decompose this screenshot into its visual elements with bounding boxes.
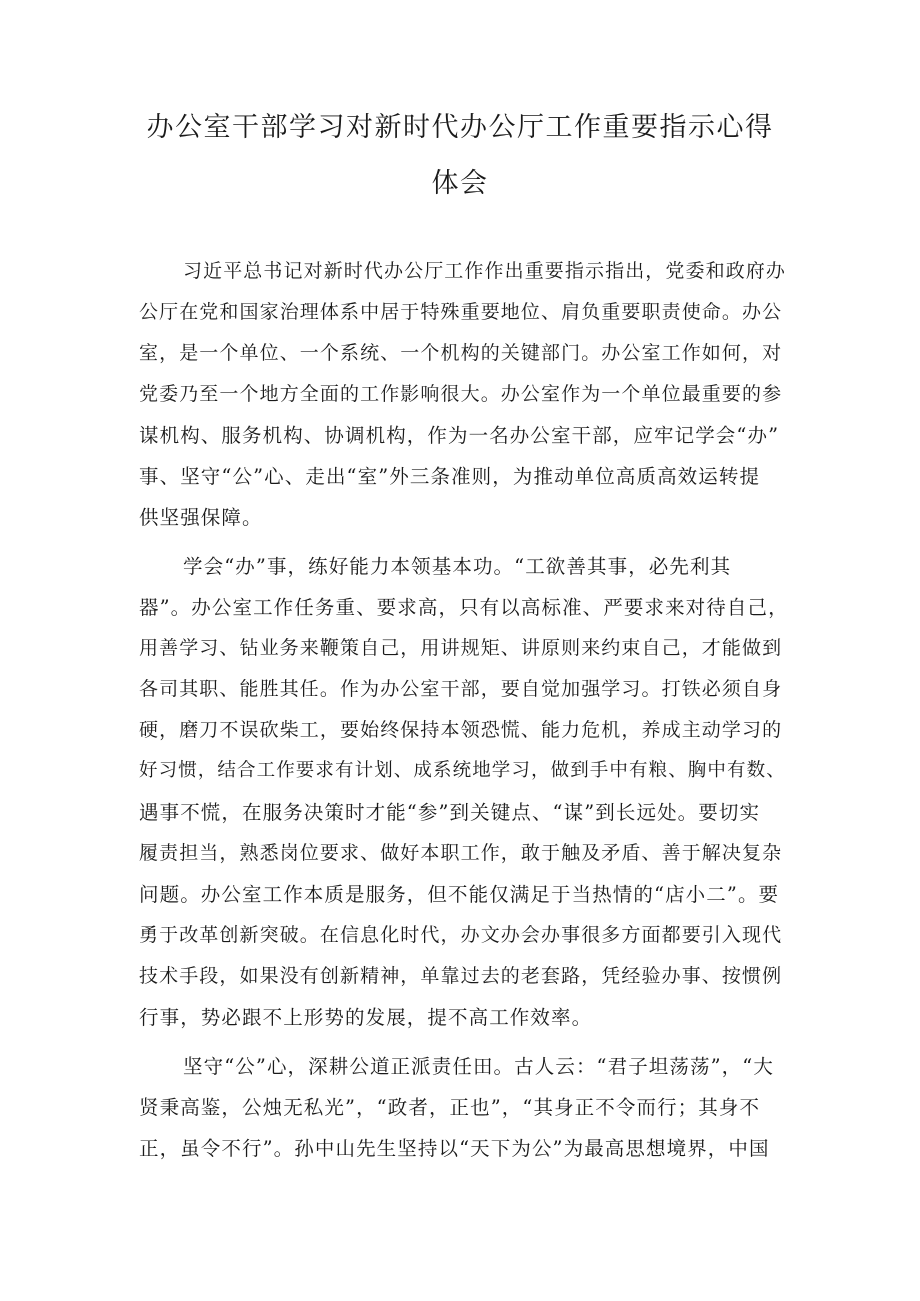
paragraph-1-line-5: 谋机构、服务机构、协调机构，作为一名办公室干部，应牢记学会“办” [139, 424, 780, 447]
paragraph-1-line-4: 党委乃至一个地方全面的工作影响很大。办公室作为一个单位最重要的参 [139, 383, 783, 405]
paragraph-2-line-1: 学会“办”事，练好能力本领基本功。“工欲善其事，必先利其 [183, 555, 732, 578]
paragraph-2-line-10: 勇于改革创新突破。在信息化时代，办文办会办事很多方面都要引入现代 [139, 924, 783, 946]
paragraph-2-line-11: 技术手段，如果没有创新精神，单靠过去的老套路，凭经验办事、按惯例 [139, 965, 783, 987]
paragraph-2-line-9: 问题。办公室工作本质是服务，但不能仅满足于当热情的“店小二”。要 [139, 883, 780, 906]
paragraph-3-line-1: 坚守“公”心，深耕公道正派责任田。古人云：“君子坦荡荡”，“大 [183, 1055, 774, 1078]
paragraph-2-line-3: 用善学习、钻业务来鞭策自己，用讲规矩、讲原则来约束自己，才能做到 [139, 637, 783, 659]
paragraph-1-line-3: 室，是一个单位、一个系统、一个机构的关键部门。办公室工作如何，对 [139, 342, 783, 364]
paragraph-1-line-7: 供坚强保障。 [139, 506, 263, 529]
paragraph-2-line-5: 硬，磨刀不误砍柴工，要始终保持本领恐慌、能力危机，养成主动学习的 [139, 719, 783, 741]
paragraph-3-line-2: 贤秉高鉴，公烛无私光”，“政者，正也”，“其身正不令而行；其身不 [139, 1096, 761, 1119]
paragraph-2-line-4: 各司其职、能胜其任。作为办公室干部，要自觉加强学习。打铁必须自身 [139, 678, 783, 700]
paragraph-1-line-1: 习近平总书记对新时代办公厅工作作出重要指示指出，党委和政府办 [183, 260, 787, 282]
paragraph-2-line-2: 器”。办公室工作任务重、要求高，只有以高标准、严要求来对待自己， [139, 596, 789, 619]
paragraph-2-line-7: 遇事不慌，在服务决策时才能“参”到关键点、“谋”到长远处。要切实 [139, 801, 761, 824]
document-title-line-1: 办公室干部学习对新时代办公厅工作重要指示心得 [146, 112, 774, 143]
paragraph-1-line-2: 公厅在党和国家治理体系中居于特殊重要地位、肩负重要职责使命。办公 [139, 301, 783, 323]
document-title-line-2: 体会 [431, 168, 489, 199]
paragraph-2-line-6: 好习惯，结合工作要求有计划、成系统地学习，做到手中有粮、胸中有数、 [139, 760, 786, 781]
paragraph-1-line-6: 事、坚守“公”心、走出“室”外三条准则，为推动单位高质高效运转提 [139, 465, 761, 488]
paragraph-2-line-8: 履责担当，熟悉岗位要求、做好本职工作，敢于触及矛盾、善于解决复杂 [139, 842, 783, 864]
paragraph-3-line-3: 正，虽令不行”。孙中山先生坚持以“天下为公”为最高思想境界，中国 [139, 1137, 770, 1160]
paragraph-2-line-12: 行事，势必跟不上形势的发展，提不高工作效率。 [139, 1006, 593, 1029]
